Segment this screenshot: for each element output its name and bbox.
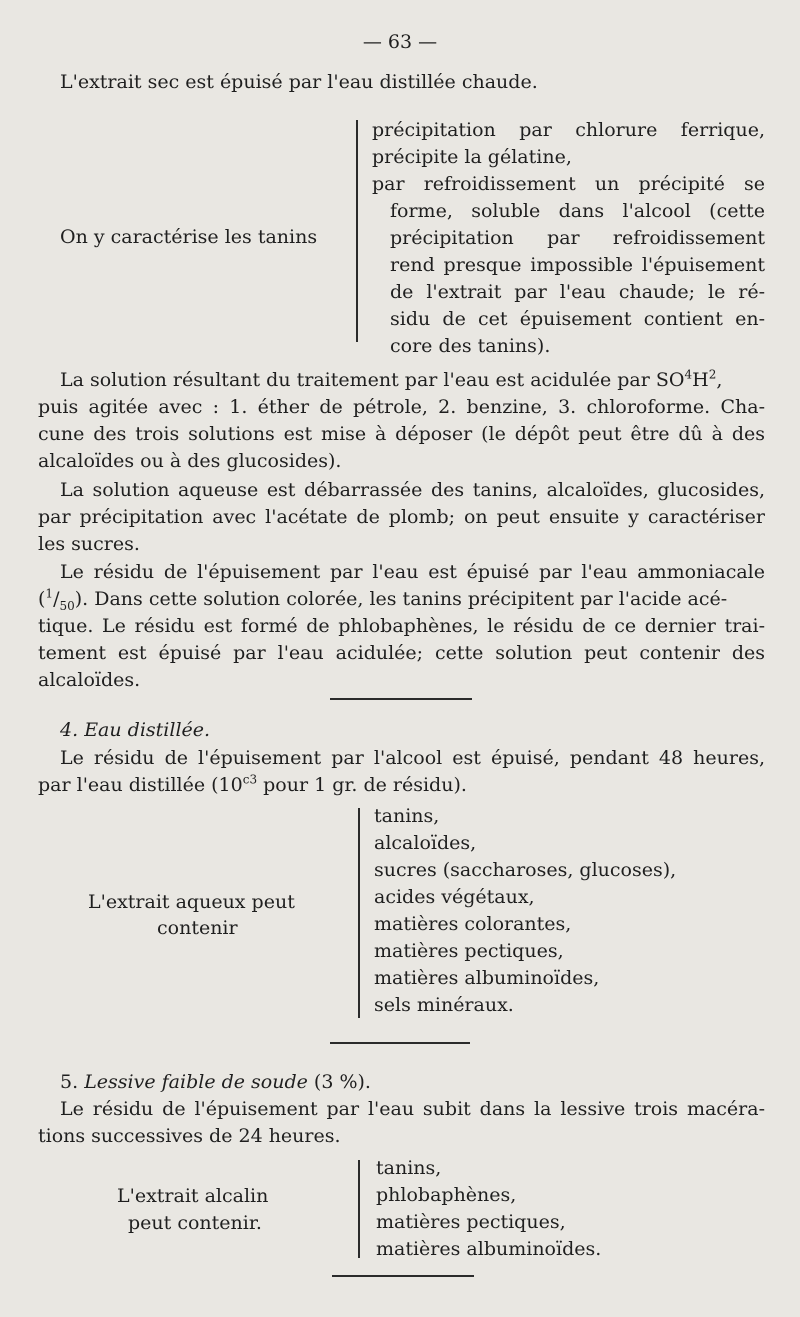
para1-text: La solution résultant du traitement par l'eau est acidulée par SO xyxy=(60,369,685,391)
section-divider xyxy=(330,698,472,700)
tanins-line: de l'extrait par l'eau chaude; le ré- xyxy=(390,281,765,303)
section4-label: contenir xyxy=(157,917,238,939)
formula-sup: 4 xyxy=(684,367,693,382)
para2-line: La solution aqueuse est débarrassée des tanins, alcaloïdes, glucosides, xyxy=(60,479,765,501)
section5-line: tions successives de 24 heures. xyxy=(38,1125,341,1147)
tanins-line: core des tanins). xyxy=(390,335,551,357)
para3-line: $(^1/_{50})$. Dans cette solution colorée, les tanins précipitent par l'acide acé- xyxy=(38,586,728,613)
para3-text: ). Dans cette solution colorée, les tanins précipitent par l'acide acé- xyxy=(74,588,728,610)
list-item: sucres (saccharoses, glucoses), xyxy=(374,859,677,881)
list-item: alcaloïdes, xyxy=(374,832,477,854)
section-divider xyxy=(330,1042,470,1044)
section4-heading xyxy=(60,718,210,742)
section4-label: L'extrait aqueux peut xyxy=(88,891,295,913)
list-item: tanins, xyxy=(376,1157,442,1179)
tanins-line: précipite la gélatine, xyxy=(372,146,572,168)
formula-sup: 2 xyxy=(708,367,717,382)
unit-sup: c3 xyxy=(242,772,258,787)
fraction-den: 50 xyxy=(59,598,75,613)
tanins-line: sidu de cet épuisement contient en- xyxy=(390,308,765,330)
list-item: matières pectiques, xyxy=(374,940,564,962)
tanins-line: précipitation par chlorure ferrique, xyxy=(372,119,765,141)
tanins-line: par refroidissement un précipité se xyxy=(372,173,765,195)
section4-title: Eau distillée. xyxy=(84,719,211,741)
section5-bracket xyxy=(358,1160,360,1258)
tanins-line: précipitation par refroidissement xyxy=(390,227,765,249)
formula-end: , xyxy=(716,369,723,391)
formula-h: H xyxy=(692,369,709,391)
para2-line: les sucres. xyxy=(38,533,140,555)
para2-line: par précipitation avec l'acétate de plomb; on peut ensuite y caractériser xyxy=(38,506,765,528)
section5-number: 5. xyxy=(60,1071,79,1093)
para3-line: alcaloïdes. xyxy=(38,669,141,691)
list-item: matières albuminoïdes, xyxy=(374,967,600,989)
tanins-line: rend presque impossible l'épuisement xyxy=(390,254,765,276)
section5-label: peut contenir. xyxy=(128,1212,262,1234)
section4-text: pour 1 gr. de résidu). xyxy=(257,774,467,796)
para3-line: tique. Le résidu est formé de phlobaphènes, le résidu de ce dernier trai- xyxy=(38,615,765,637)
section4-number: 4. xyxy=(60,719,79,741)
para1-line: alcaloïdes ou à des glucosides). xyxy=(38,450,342,472)
tanins-line: forme, soluble dans l'alcool (cette xyxy=(390,200,765,222)
tanins-label: On y caractérise les tanins xyxy=(60,226,318,248)
section4-line xyxy=(38,773,467,797)
section4-line: Le résidu de l'épuisement par l'alcool est épuisé, pendant 48 heures, xyxy=(60,747,765,769)
para1-line: puis agitée avec : 1. éther de pétrole, 2. benzine, 3. chloroforme. Cha- xyxy=(38,396,765,418)
section5-label: L'extrait alcalin xyxy=(117,1185,269,1207)
section5-line: Le résidu de l'épuisement par l'eau subit dans la lessive trois macéra- xyxy=(60,1098,765,1120)
list-item: phlobaphènes, xyxy=(376,1184,517,1206)
section4-bracket xyxy=(358,808,360,1018)
list-item: sels minéraux. xyxy=(374,994,514,1016)
list-item: matières pectiques, xyxy=(376,1211,566,1233)
section-divider xyxy=(332,1275,474,1277)
list-item: acides végétaux, xyxy=(374,886,535,908)
section5-title-rest: (3 %). xyxy=(307,1071,371,1093)
section4-text: par l'eau distillée (10 xyxy=(38,774,243,796)
para3-line: tement est épuisé par l'eau acidulée; cette solution peut contenir des xyxy=(38,642,765,664)
section5-heading xyxy=(60,1070,371,1094)
tanins-bracket xyxy=(356,120,358,342)
para1-line xyxy=(60,368,765,392)
list-item: matières colorantes, xyxy=(374,913,572,935)
page-number: — 63 — xyxy=(362,31,438,53)
section5-title: Lessive faible de soude xyxy=(84,1071,308,1093)
fraction-num: 1 xyxy=(45,586,54,601)
list-item: matières albuminoïdes. xyxy=(376,1238,602,1260)
list-item: tanins, xyxy=(374,805,440,827)
para3-line: Le résidu de l'épuisement par l'eau est épuisé par l'eau ammoniacale xyxy=(60,561,765,583)
para1-line: cune des trois solutions est mise à déposer (le dépôt peut être dû à des xyxy=(38,423,765,445)
intro-line: L'extrait sec est épuisé par l'eau distillée chaude. xyxy=(60,71,538,93)
